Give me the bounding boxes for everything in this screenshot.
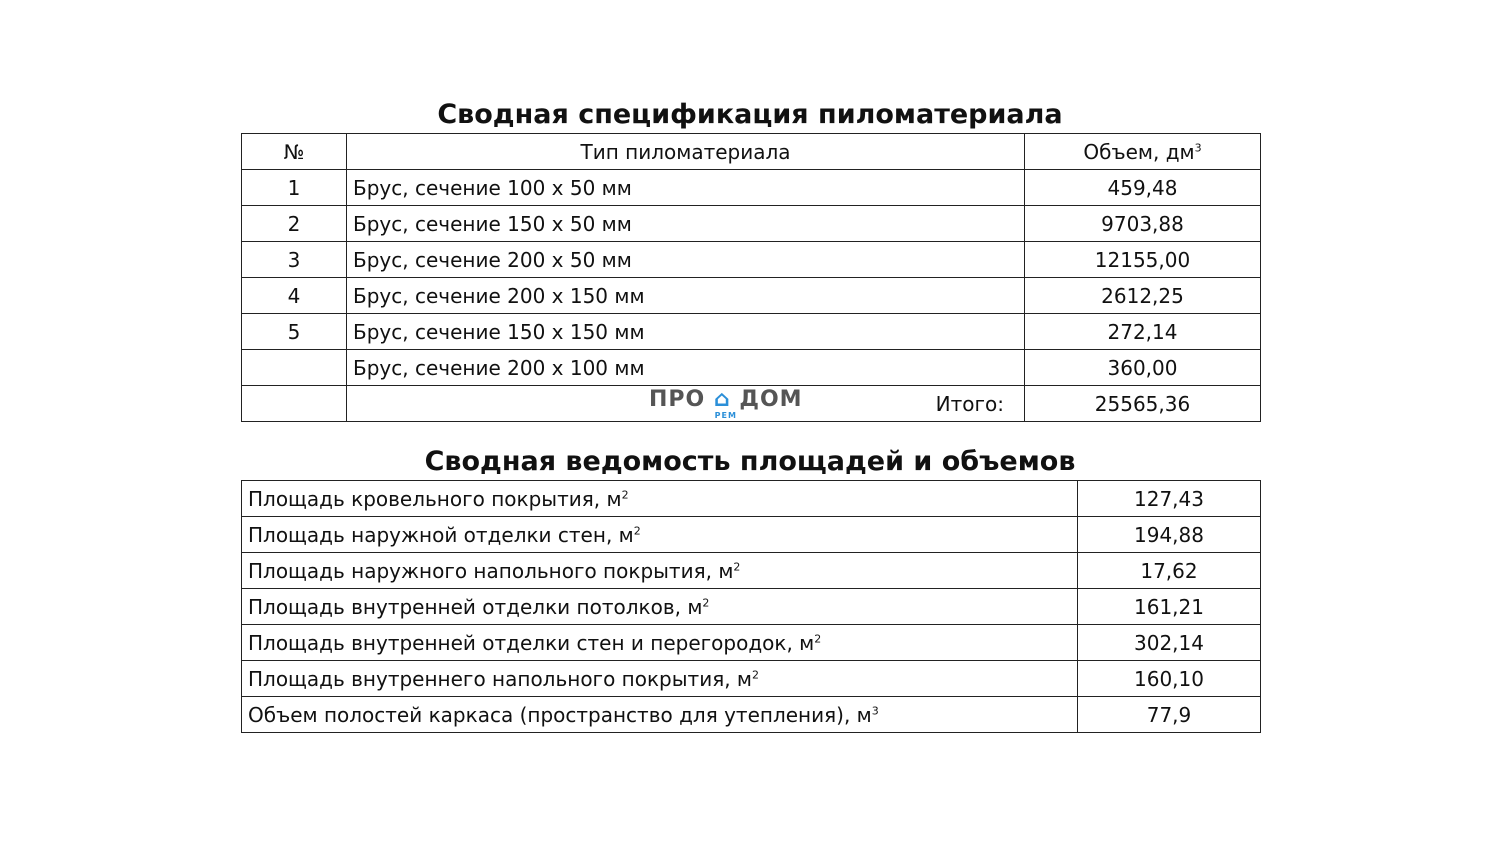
row-type: Брус, сечение 150 х 50 мм [347,206,1025,242]
table-row [242,242,1261,278]
row-volume: 12155,00 [1025,242,1261,278]
logo-line [649,388,803,411]
unit-sup: 2 [814,631,822,645]
row-value: 127,43 [1078,481,1261,517]
table-row [242,350,1261,386]
row-type: Брус, сечение 150 х 150 мм [347,314,1025,350]
row-label [242,661,1078,697]
label-text: Площадь кровельного покрытия, м [248,486,622,511]
label-text: Площадь наружного напольного покрытия, м [248,558,734,583]
row-label [242,697,1078,733]
total-label-cell [347,386,1025,422]
areas-table [241,480,1261,733]
row-type: Брус, сечение 200 х 100 мм [347,350,1025,386]
logo-sub: РЕМ [714,410,737,420]
empty [242,386,347,422]
col-volume [1025,134,1261,170]
unit-sup: 3 [871,703,879,717]
row-label [242,481,1078,517]
row-volume: 272,14 [1025,314,1261,350]
row-value: 302,14 [1078,625,1261,661]
table-row [242,625,1261,661]
total-wrap [353,387,1018,421]
table-row [242,481,1261,517]
table-row [242,589,1261,625]
col-number: № [242,134,347,170]
row-value: 161,21 [1078,589,1261,625]
logo-right: ДОМ [739,386,803,412]
header-row [242,134,1261,170]
label-text: Площадь внутренней отделки стен и перегородок, м [248,630,815,655]
row-volume: 9703,88 [1025,206,1261,242]
total-value: 25565,36 [1025,386,1261,422]
table-row [242,206,1261,242]
unit-sup: 2 [733,559,741,573]
table-row [242,697,1261,733]
unit-sup: 3 [1194,140,1202,154]
label-text: Площадь внутренней отделки потолков, м [248,594,703,619]
row-value: 160,10 [1078,661,1261,697]
row-label [242,625,1078,661]
row-volume: 360,00 [1025,350,1261,386]
row-number: 5 [242,314,347,350]
prodom-logo [649,387,803,421]
table-row [242,517,1261,553]
volume-label: Объем, дм [1083,139,1195,164]
row-number [242,350,347,386]
row-number: 2 [242,206,347,242]
total-row [242,386,1261,422]
logo-left: ПРО [649,386,706,412]
col-type: Тип пиломатериала [347,134,1025,170]
row-type: Брус, сечение 100 х 50 мм [347,170,1025,206]
row-number: 4 [242,278,347,314]
row-label [242,589,1078,625]
house-icon: ⌂ [713,386,731,412]
unit-sup: 2 [752,667,760,681]
table-row [242,661,1261,697]
unit-sup: 2 [702,595,710,609]
row-type: Брус, сечение 200 х 50 мм [347,242,1025,278]
label-text: Площадь внутреннего напольного покрытия, м [248,666,753,691]
row-volume: 2612,25 [1025,278,1261,314]
areas-title: Сводная ведомость площадей и объемов [424,446,1076,477]
lumber-table [241,133,1261,422]
lumber-title: Сводная спецификация пиломатериала [437,99,1063,130]
unit-sup: 2 [621,487,629,501]
label-text: Объем полостей каркаса (пространство для утепления), м [248,702,872,727]
table-row [242,170,1261,206]
row-label [242,517,1078,553]
row-value: 17,62 [1078,553,1261,589]
unit-sup: 2 [633,523,641,537]
table-row [242,314,1261,350]
table-row [242,278,1261,314]
row-value: 194,88 [1078,517,1261,553]
total-label: Итого: [935,391,1004,416]
row-type: Брус, сечение 200 х 150 мм [347,278,1025,314]
row-label [242,553,1078,589]
table-row [242,553,1261,589]
row-value: 77,9 [1078,697,1261,733]
row-number: 1 [242,170,347,206]
row-number: 3 [242,242,347,278]
label-text: Площадь наружной отделки стен, м [248,522,634,547]
row-volume: 459,48 [1025,170,1261,206]
